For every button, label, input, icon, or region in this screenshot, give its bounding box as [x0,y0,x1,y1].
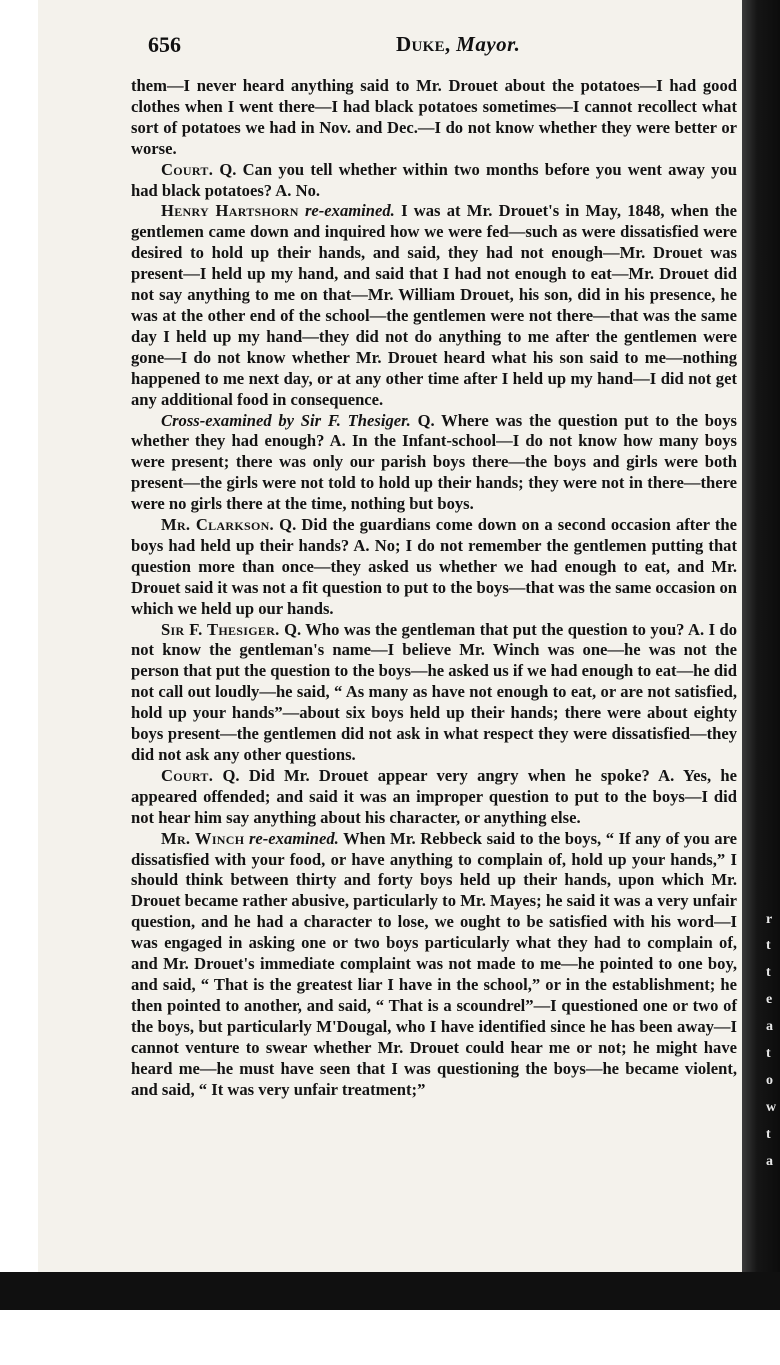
speaker-note: re-examined. [248,828,339,848]
scan-bottom-shadow [0,1272,780,1310]
gutter-letter: w [766,1100,777,1115]
scan-bottom-margin [0,1310,780,1365]
paragraph-body: them—I never heard anything said to Mr. Drouet about the potatoes—I had good clothes when I went there—I had black potatoes sometimes—I cannot recollect what sort of potatoes we had in Nov. and Dec.—I do not know whether they were better or worse. [131,76,737,158]
paragraph [131,515,737,620]
paragraph-body: When Mr. Rebbeck said to the boys, “ If any of you are dissatisfied with your food, or have anything to complain of, hold up your hands,” I should think between thirty and forty boys held up their hands, upon which Mr. Drouet became rather abusive, particularly to Mr. Mayes; he said it was a very unfair question, and he had a character to lose, we ought to be satisfied with his word—I was engaged in asking one or two boys particularly what they had to complain of, and Mr. Drouet's immediate complaint was not made to me—he pointed to one boy, and said, “ That is the greatest liar I have in the school,” or in the establishment; he then pointed to another, and said, “ That is a scoundrel”—I questioned one or two of the boys, but particularly M'Dougal, who I have identified since he has been away—I cannot venture to swear whether Mr. Drouet could hear me or not; he might have heard me—he must have seen that I was questioning the boys—he became violent, and said, “ It was very unfair treatment;” [131,828,737,1099]
running-title-role: Mayor. [456,32,521,56]
gutter-letter: r [766,912,773,927]
running-title [396,32,520,57]
speaker: Court. [161,159,214,179]
paragraph [131,620,737,766]
paragraph-body: Q. Can you tell whether within two months before you went away you had black potatoes? A. No. [131,159,737,200]
gutter-letter: t [766,1127,771,1142]
speaker-note: Cross-examined by Sir F. Thesiger. [161,410,411,430]
facing-page-fragments [760,830,780,1310]
paragraph-body: Q. Did Mr. Drouet appear very angry when he spoke? A. Yes, he appeared offended; and said it was an improper question to put to the boys—I did not hear him say anything about his character, or anything else. [131,765,737,827]
running-title-name: Duke, [396,32,451,56]
gutter-letter: a [766,1154,773,1169]
gutter-letter: t [766,965,771,980]
paragraph-body: I was at Mr. Drouet's in May, 1848, when the gentlemen came down and inquired how we were fed—such as were dissatisfied were desired to hold up their hands, and said, they had not enough—Mr. Drouet was present—I held up my hand, and said that I had not enough to eat—Mr. Drouet did not say anything to me on that—Mr. William Drouet, his son, did in his presence, he was at the other end of the school—the gentlemen were not there—that was the same day I held up my hand—they did not do anything to me after the gentlemen were gone—I do not know whether Mr. Drouet heard what his son said to me—nothing happened to me next day, or at any other time after I held up my hand—I did not get any additional food in consequence. [131,201,737,409]
paragraph-body: Q. Did the guardians come down on a second occasion after the boys had held up their hands? A. No; I do not remember the gentlemen putting that question more than once—they asked us whether we had enough to eat, and Mr. Drouet said it was not a fit question to put to the boys—that was the same occasion on which we held up our hands. [131,515,737,618]
speaker: Court. [161,765,214,785]
speaker: Henry Hartshorn [161,201,299,221]
paragraph-body: Q. Where was the question put to the boys whether they had enough? A. In the Infant-school—I do not know how many boys were present; there was only our parish boys there—the boys and girls were both present—the girls were not told to hold up their hands; they were not in there—there were no girls there at the time, nothing but boys. [131,410,737,514]
gutter-letter: t [766,1046,771,1061]
scan-left-margin [0,0,38,1272]
page-header [148,32,738,62]
paragraph [131,411,737,516]
page-number: 656 [148,32,181,57]
paragraph [131,766,737,829]
body-text [131,76,737,1100]
gutter-letter: o [766,1073,773,1088]
speaker: Mr. Winch [161,828,245,848]
speaker-note: re-examined. [304,201,395,221]
gutter-letter: a [766,1019,773,1034]
paragraph [131,201,737,410]
paragraph-body: Q. Who was the gentleman that put the question to you? A. I do not know the gentleman's name—I believe Mr. Winch was one—he was not the person that put the question to the boys—he asked us if we had enough to eat—he did not call out loudly—he said, “ As many as have not enough to eat, or are not satisfied, hold up your hands”—about six boys held up their hands; there were about eighty boys present—the gentlemen did not ask in what respect they were dissatisfied—they did not ask any other questions. [131,619,737,764]
speaker: Mr. Clarkson. [161,515,275,535]
paragraph [131,76,737,160]
gutter-letter: e [766,992,773,1007]
gutter-letter: t [766,938,771,953]
speaker: Sir F. Thesiger. [161,619,280,639]
paragraph [131,160,737,202]
paragraph [131,829,737,1101]
